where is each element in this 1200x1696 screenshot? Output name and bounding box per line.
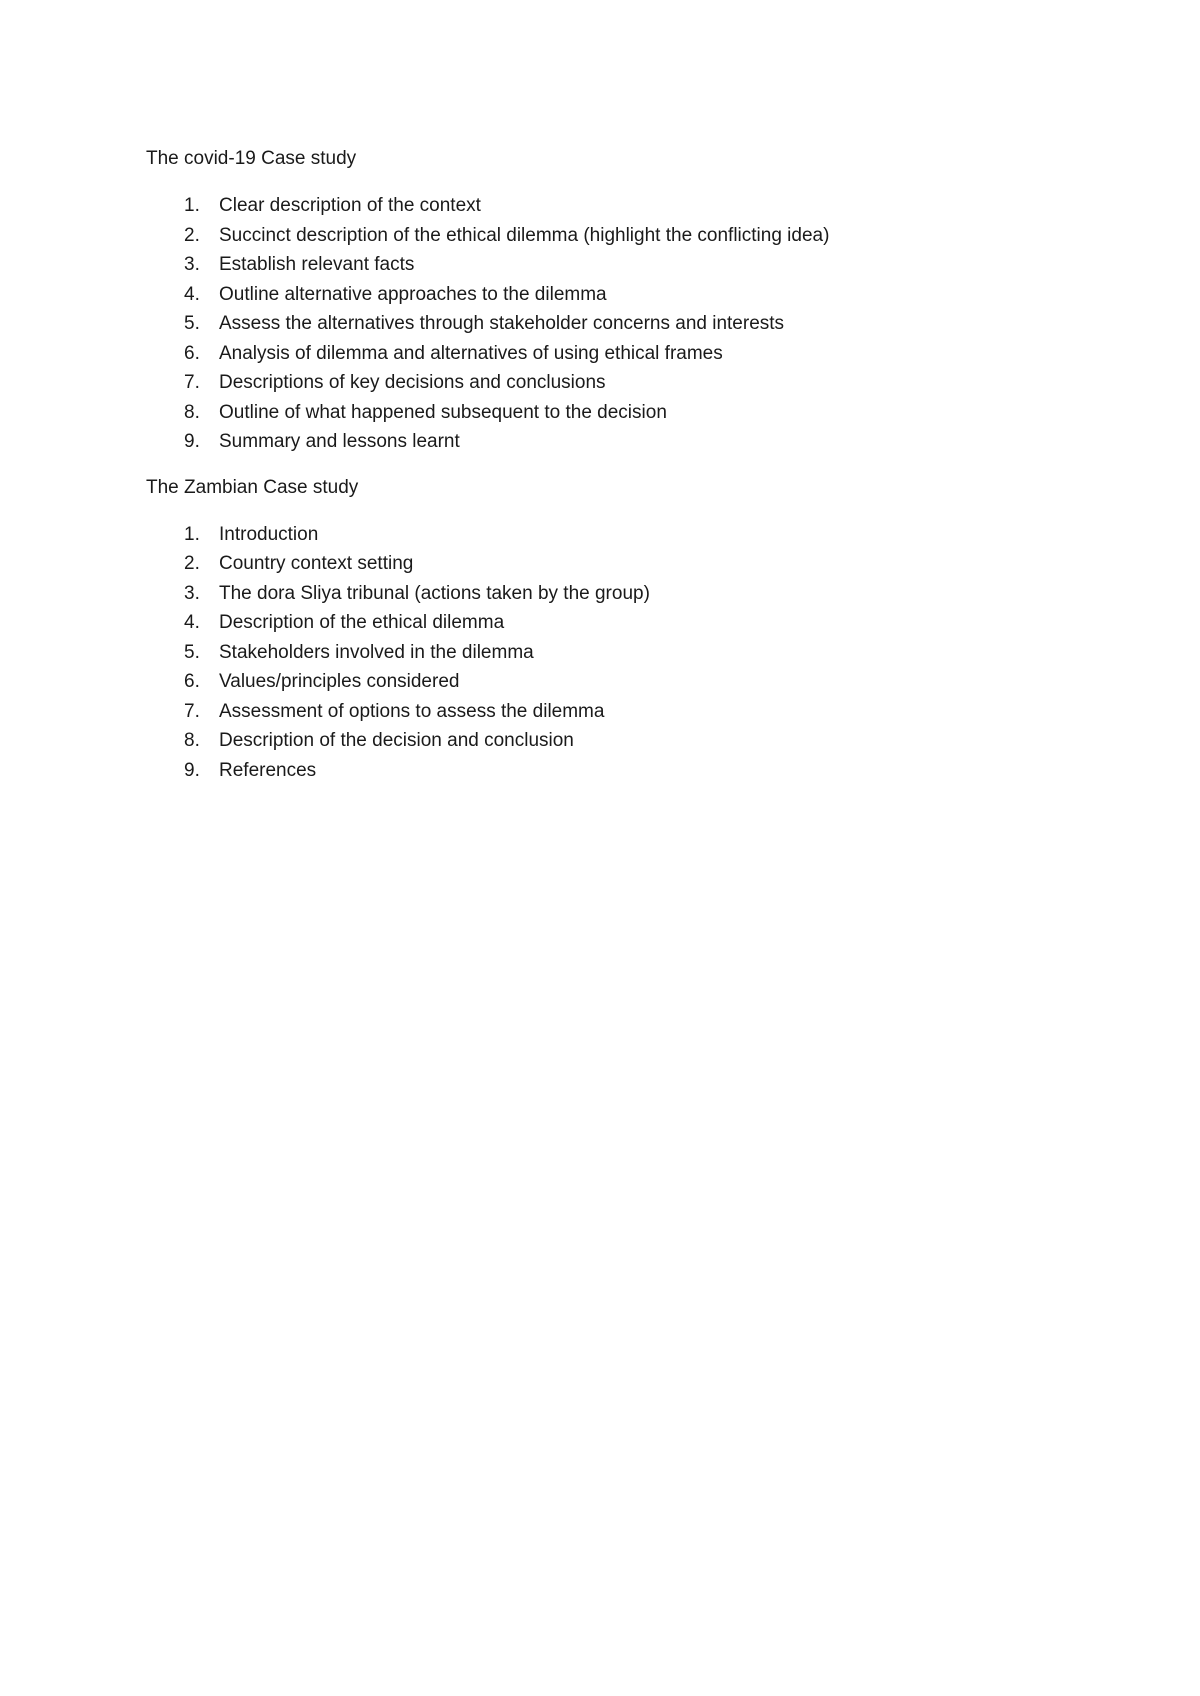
list-item	[146, 221, 1086, 251]
list-item	[146, 756, 1086, 786]
list-item-number: 5.	[184, 641, 200, 663]
list-item-text: Clear description of the context	[219, 195, 481, 216]
list-item-text: Analysis of dilemma and alternatives of using ethical frames	[219, 342, 723, 364]
list-item-number: 1.	[184, 195, 200, 216]
list-item-text: Descriptions of key decisions and conclusions	[219, 372, 606, 393]
list-item-text: References	[219, 759, 317, 781]
list-item	[146, 667, 1086, 697]
covid-case-study-heading: The covid-19 Case study	[146, 148, 357, 169]
list-item	[146, 520, 1086, 550]
list-item-number: 1.	[184, 523, 200, 545]
list-item-text: Establish relevant facts	[219, 254, 415, 275]
list-item	[146, 339, 1086, 369]
list-item-text: Description of the ethical dilemma	[219, 612, 505, 633]
list-item	[146, 280, 1086, 310]
list-item-text: Summary and lessons learnt	[219, 431, 460, 452]
list-item	[146, 638, 1086, 668]
list-item-number: 2.	[184, 224, 200, 246]
list-item	[146, 398, 1086, 428]
list-item-text: The dora Sliya tribunal (actions taken by the group)	[219, 582, 650, 604]
list-item-text: Stakeholders involved in the dilemma	[219, 641, 534, 663]
list-item-number: 9.	[184, 431, 200, 452]
list-item-text: Introduction	[219, 523, 319, 545]
list-item-number: 3.	[184, 582, 200, 604]
list-item-text: Succinct description of the ethical dilemma (highlight the conflicting idea)	[219, 224, 830, 246]
list-item	[146, 697, 1086, 727]
list-item-text: Description of the decision and conclusion	[219, 730, 574, 751]
list-item-number: 6.	[184, 671, 200, 692]
list-item	[146, 726, 1086, 756]
covid-case-study-list	[146, 191, 1086, 457]
zambian-case-study-heading: The Zambian Case study	[146, 476, 359, 498]
list-item	[146, 191, 1086, 221]
list-item-number: 4.	[184, 283, 200, 305]
list-item	[146, 309, 1086, 339]
list-item	[146, 250, 1086, 280]
list-item	[146, 549, 1086, 579]
list-item-number: 5.	[184, 313, 200, 334]
list-item-number: 8.	[184, 401, 200, 423]
list-item-number: 4.	[184, 612, 200, 633]
list-item-number: 8.	[184, 730, 200, 751]
zambian-case-study-list	[146, 520, 1086, 786]
list-item	[146, 608, 1086, 638]
list-item-text: Outline alternative approaches to the dilemma	[219, 283, 607, 305]
list-item-number: 7.	[184, 372, 200, 393]
list-item-text: Assess the alternatives through stakeholder concerns and interests	[219, 313, 785, 334]
list-item-text: Values/principles considered	[219, 671, 460, 692]
list-item-number: 6.	[184, 342, 200, 364]
list-item-number: 2.	[184, 553, 200, 574]
list-item-number: 7.	[184, 700, 200, 722]
list-item	[146, 427, 1086, 457]
list-item-number: 9.	[184, 759, 200, 781]
list-item-text: Assessment of options to assess the dilemma	[219, 700, 605, 722]
list-item-number: 3.	[184, 254, 200, 275]
document-content	[146, 146, 1086, 803]
list-item-text: Country context setting	[219, 553, 414, 574]
list-item	[146, 579, 1086, 609]
list-item-text: Outline of what happened subsequent to the decision	[219, 401, 667, 423]
list-item	[146, 368, 1086, 398]
